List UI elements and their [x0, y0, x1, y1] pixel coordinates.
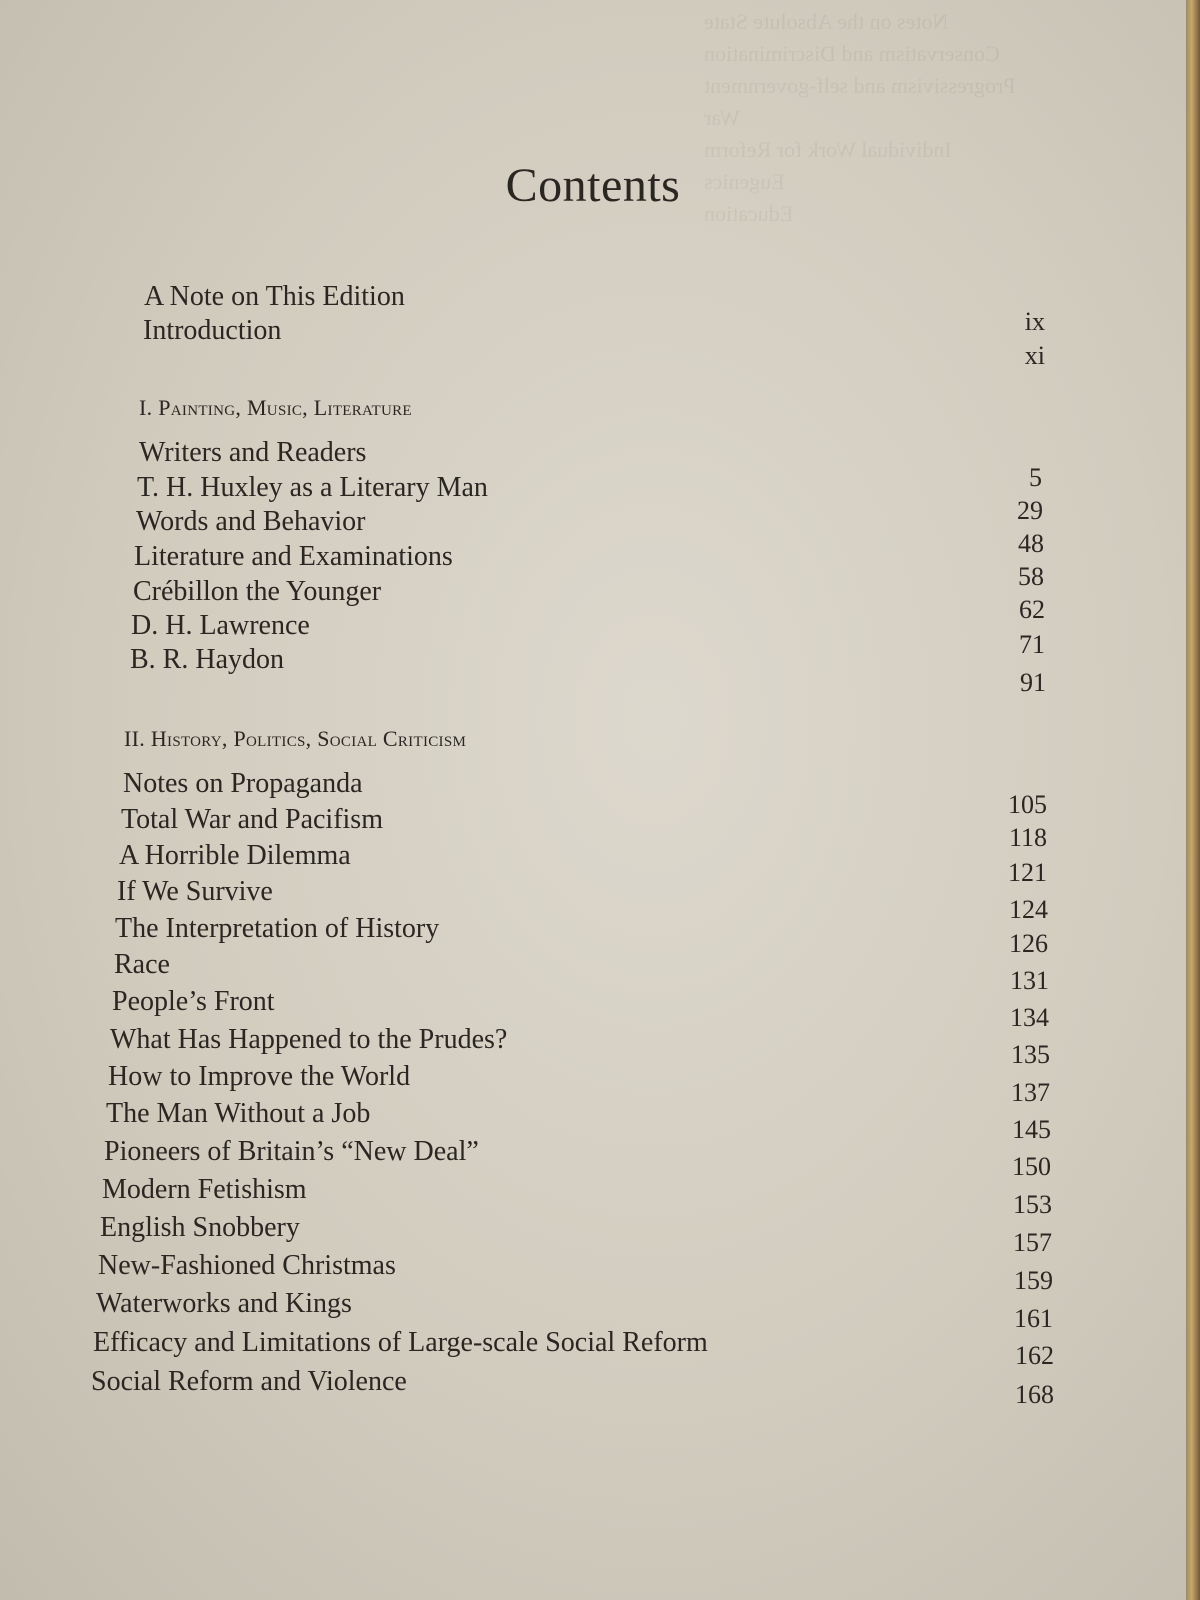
toc-entry-page: 126: [1009, 929, 1048, 958]
toc-entry-title: Introduction: [143, 315, 282, 346]
toc-entry-title: Words and Behavior: [136, 506, 366, 537]
toc-entry-title: What Has Happened to the Prudes?: [110, 1024, 508, 1055]
toc-entry-title: D. H. Lawrence: [131, 610, 310, 641]
toc-entry-page: ix: [1024, 307, 1045, 336]
toc-entry-title: A Horrible Dilemma: [119, 840, 351, 871]
toc-entry-page: 150: [1012, 1152, 1051, 1181]
toc-entry-page: 91: [1020, 668, 1046, 697]
toc-entry-page: 118: [1008, 823, 1047, 852]
toc-entry-page: 105: [1008, 790, 1047, 819]
toc-entry-page: 5: [1029, 463, 1042, 492]
toc-entry-title: Race: [114, 949, 170, 980]
toc-entry-page: 153: [1013, 1190, 1052, 1219]
toc-entry-title: Total War and Pacifism: [121, 804, 383, 835]
toc-entry-page: 162: [1015, 1341, 1054, 1370]
toc-entry-title: Social Reform and Violence: [91, 1366, 407, 1397]
toc-entry-page: 58: [1018, 562, 1044, 591]
toc-entry-page: 161: [1014, 1304, 1053, 1333]
toc-entry-title: T. H. Huxley as a Literary Man: [137, 472, 488, 503]
toc-entry-page: 131: [1010, 966, 1049, 995]
toc-entry-title: Efficacy and Limitations of Large-scale Social Reform: [93, 1327, 708, 1358]
toc-entry-title: Pioneers of Britain’s “New Deal”: [104, 1136, 479, 1167]
toc-entry-page: 159: [1014, 1266, 1053, 1295]
toc-entry-title: Literature and Examinations: [134, 541, 453, 572]
toc-entry-title: Notes on Propaganda: [123, 768, 363, 799]
toc-entry-page: 134: [1010, 1003, 1049, 1032]
toc-entry-page: 124: [1009, 895, 1048, 924]
toc-entry-title: Waterworks and Kings: [96, 1288, 352, 1319]
page-title: Contents: [505, 159, 681, 212]
toc-entry-page: 135: [1011, 1040, 1050, 1069]
toc-entry-page: 137: [1011, 1078, 1050, 1107]
toc-entry-page: 145: [1012, 1115, 1051, 1144]
toc-entry-page: 168: [1015, 1380, 1054, 1409]
bleed-through-text: Notes on the Absolute State Conservatism and Discrimination Progressivism and self-government War Individual Work for Reform Eugenics Education: [704, 9, 1016, 226]
toc-entry-title: Modern Fetishism: [102, 1174, 307, 1205]
toc-entry-page: xi: [1024, 341, 1045, 370]
toc-entry-page: 48: [1018, 529, 1044, 558]
toc-entry-page: 157: [1013, 1228, 1052, 1257]
toc-entry-title: B. R. Haydon: [130, 644, 284, 675]
toc-entry-title: If We Survive: [117, 876, 273, 907]
toc-entry-page: 62: [1019, 595, 1045, 624]
toc-entry-title: Writers and Readers: [139, 437, 367, 468]
toc-entry-page: 121: [1008, 858, 1047, 887]
page-edge: [1186, 0, 1200, 1600]
section-heading: II. History, Politics, Social Criticism: [124, 726, 467, 751]
toc-entry-title: Crébillon the Younger: [133, 576, 382, 607]
toc-entry-page: 71: [1019, 630, 1045, 659]
toc-entry-title: The Interpretation of History: [115, 913, 440, 944]
toc-entry-title: New-Fashioned Christmas: [98, 1250, 396, 1281]
toc-entry-title: People’s Front: [112, 986, 275, 1017]
toc-entry-page: 29: [1017, 496, 1043, 525]
toc-entry-title: A Note on This Edition: [144, 281, 405, 312]
toc-entry-title: How to Improve the World: [108, 1061, 411, 1092]
section-heading: I. Painting, Music, Literature: [139, 395, 412, 420]
toc-entry-title: The Man Without a Job: [106, 1098, 371, 1129]
toc-entry-title: English Snobbery: [100, 1212, 300, 1243]
